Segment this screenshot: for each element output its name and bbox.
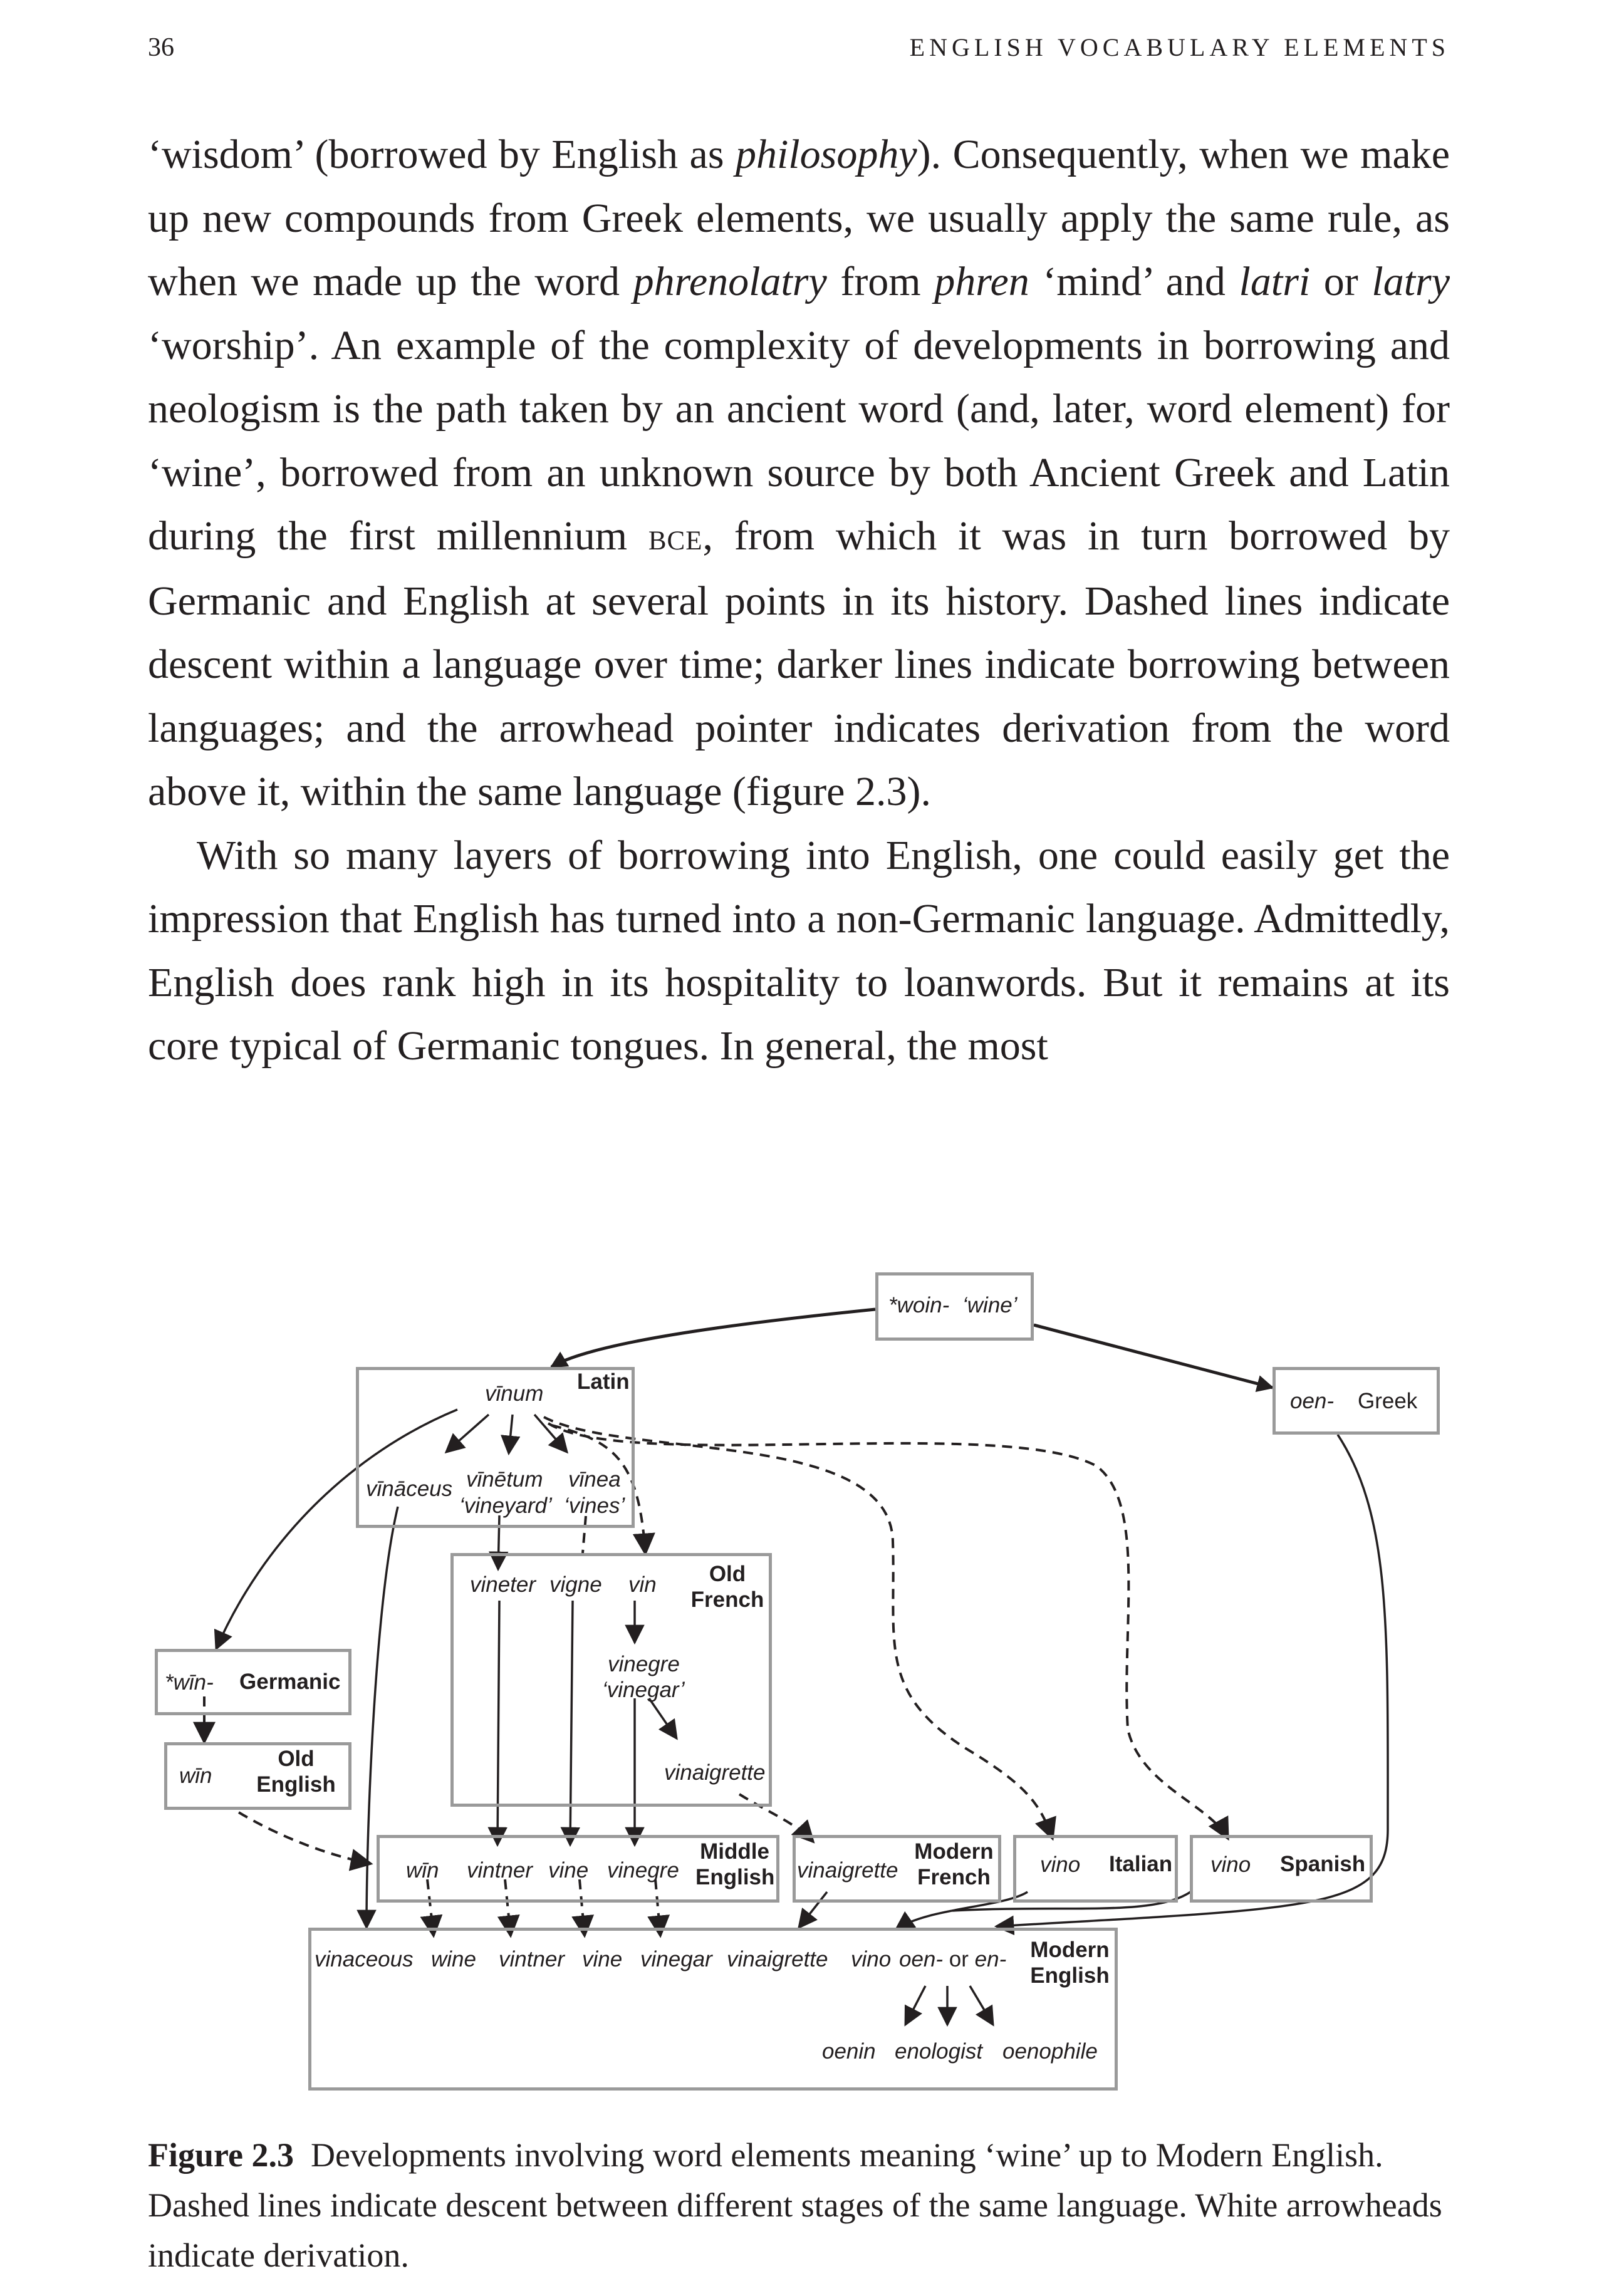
old-english-label-line1: Old [278, 1747, 315, 1771]
germanic-word: *wīn- [165, 1670, 214, 1695]
root-gloss: ‘wine’ [962, 1293, 1018, 1317]
modern-french-label-line1: Modern [914, 1839, 994, 1864]
me-win: wīn [406, 1858, 439, 1883]
box-old-english [164, 1742, 351, 1810]
latin-vinea-gloss: ‘vines’ [564, 1493, 625, 1518]
of-vinegre: vinegre [608, 1652, 680, 1676]
box-proto-root [875, 1272, 1034, 1341]
mode-wine: wine [431, 1947, 476, 1971]
greek-label: Greek [1358, 1389, 1418, 1413]
latin-vinetum-gloss: ‘vineyard’ [459, 1493, 552, 1518]
old-english-word: wīn [179, 1764, 212, 1788]
body-text [148, 123, 1450, 1078]
running-title: ENGLISH VOCABULARY ELEMENTS [909, 33, 1450, 61]
mode-oenin: oenin [822, 2039, 876, 2064]
root-word: *woin- [888, 1293, 950, 1317]
figure-caption-text: Developments involving word elements meaning ‘wine’ up to Modern English. Dashed lines indicate descent between different stages of the same language. White arrowheads indicate derivation. [148, 2136, 1442, 2274]
spanish-label: Spanish [1280, 1852, 1366, 1876]
paragraph-2: With so many layers of borrowing into English, one could easily get the impression that English has turned into a non-Germanic language. Admittedly, English does rank high in its hospitality to loanwords. But it remains at its core typical of Germanic tongues. In general, the most [148, 832, 1450, 1069]
paragraph-1: ‘wisdom’ (borrowed by English as philosophy). Consequently, when we make up new compounds from Greek elements, we usually apply the same rule, as when we made up the word phrenolatry from phren ‘mind’ and latri or latry ‘worship’. An example of the complexity of developments in borrowing and neologism is the path taken by an ancient word (and, later, word element) for ‘wine’, borrowed from an unknown source by both Ancient Greek and Latin during the first millennium bce, from which it was in turn borrowed by Germanic and English at several points in its history. Dashed lines indicate descent within a language over time; darker lines indicate borrowing between languages; and the arrowhead pointer indicates derivation from the word above it, within the same language (figure 2.3). [148, 132, 1450, 814]
box-spanish [1190, 1835, 1373, 1903]
latin-vinum: vīnum [485, 1381, 544, 1406]
of-vigne: vigne [549, 1572, 602, 1597]
modern-english-label-line1: Modern [1030, 1938, 1110, 1962]
of-vineter: vineter [470, 1572, 536, 1597]
greek-word: oen- [1290, 1389, 1335, 1413]
old-french-label-line2: French [690, 1587, 764, 1612]
mode-vino: vino [851, 1947, 892, 1971]
box-germanic [155, 1649, 351, 1715]
mode-vinaceous: vinaceous [315, 1947, 414, 1971]
mode-oen-or-en: oen- or en- [899, 1947, 1007, 1971]
mode-vinegar: vinegar [640, 1947, 712, 1971]
latin-vinaceus: vīnāceus [366, 1477, 453, 1501]
me-vintner: vintner [467, 1858, 533, 1883]
me-vinegre: vinegre [607, 1858, 679, 1883]
old-english-label-line2: English [256, 1772, 336, 1797]
of-vin: vin [628, 1572, 657, 1597]
spanish-word: vino [1210, 1852, 1251, 1877]
box-greek [1273, 1367, 1440, 1435]
mode-vintner: vintner [499, 1947, 565, 1971]
of-vinaigrette: vinaigrette [664, 1760, 766, 1785]
figure-label: Figure 2.3 [148, 2136, 294, 2174]
of-vinegre-gloss: ‘vinegar’ [602, 1678, 685, 1702]
me-vine: vine [548, 1858, 589, 1883]
middle-english-label-line1: Middle [700, 1839, 769, 1864]
box-modern-french [793, 1835, 1001, 1903]
modern-english-label-line2: English [1030, 1963, 1110, 1988]
mode-vine: vine [582, 1947, 623, 1971]
italian-label: Italian [1109, 1852, 1173, 1876]
mf-vinaigrette: vinaigrette [797, 1858, 898, 1883]
running-head [148, 33, 1450, 70]
modern-french-label-line2: French [917, 1865, 991, 1889]
germanic-label: Germanic [239, 1670, 341, 1694]
latin-label: Latin [577, 1369, 630, 1394]
latin-vinetum: vīnētum [466, 1467, 543, 1492]
mode-oenophile: oenophile [1002, 2039, 1098, 2064]
box-old-french [450, 1553, 772, 1807]
figure-caption [148, 2130, 1464, 2280]
latin-vinea: vīnea [568, 1467, 621, 1492]
middle-english-label-line2: English [695, 1865, 775, 1889]
old-french-label-line1: Old [709, 1562, 746, 1586]
page-number: 36 [148, 33, 174, 62]
mode-enologist: enologist [895, 2039, 983, 2064]
box-middle-english [377, 1835, 779, 1903]
box-latin [356, 1367, 635, 1528]
italian-word: vino [1040, 1852, 1081, 1877]
mode-vinaigrette: vinaigrette [727, 1947, 828, 1971]
box-italian [1013, 1835, 1178, 1903]
box-modern-english [308, 1928, 1118, 2091]
